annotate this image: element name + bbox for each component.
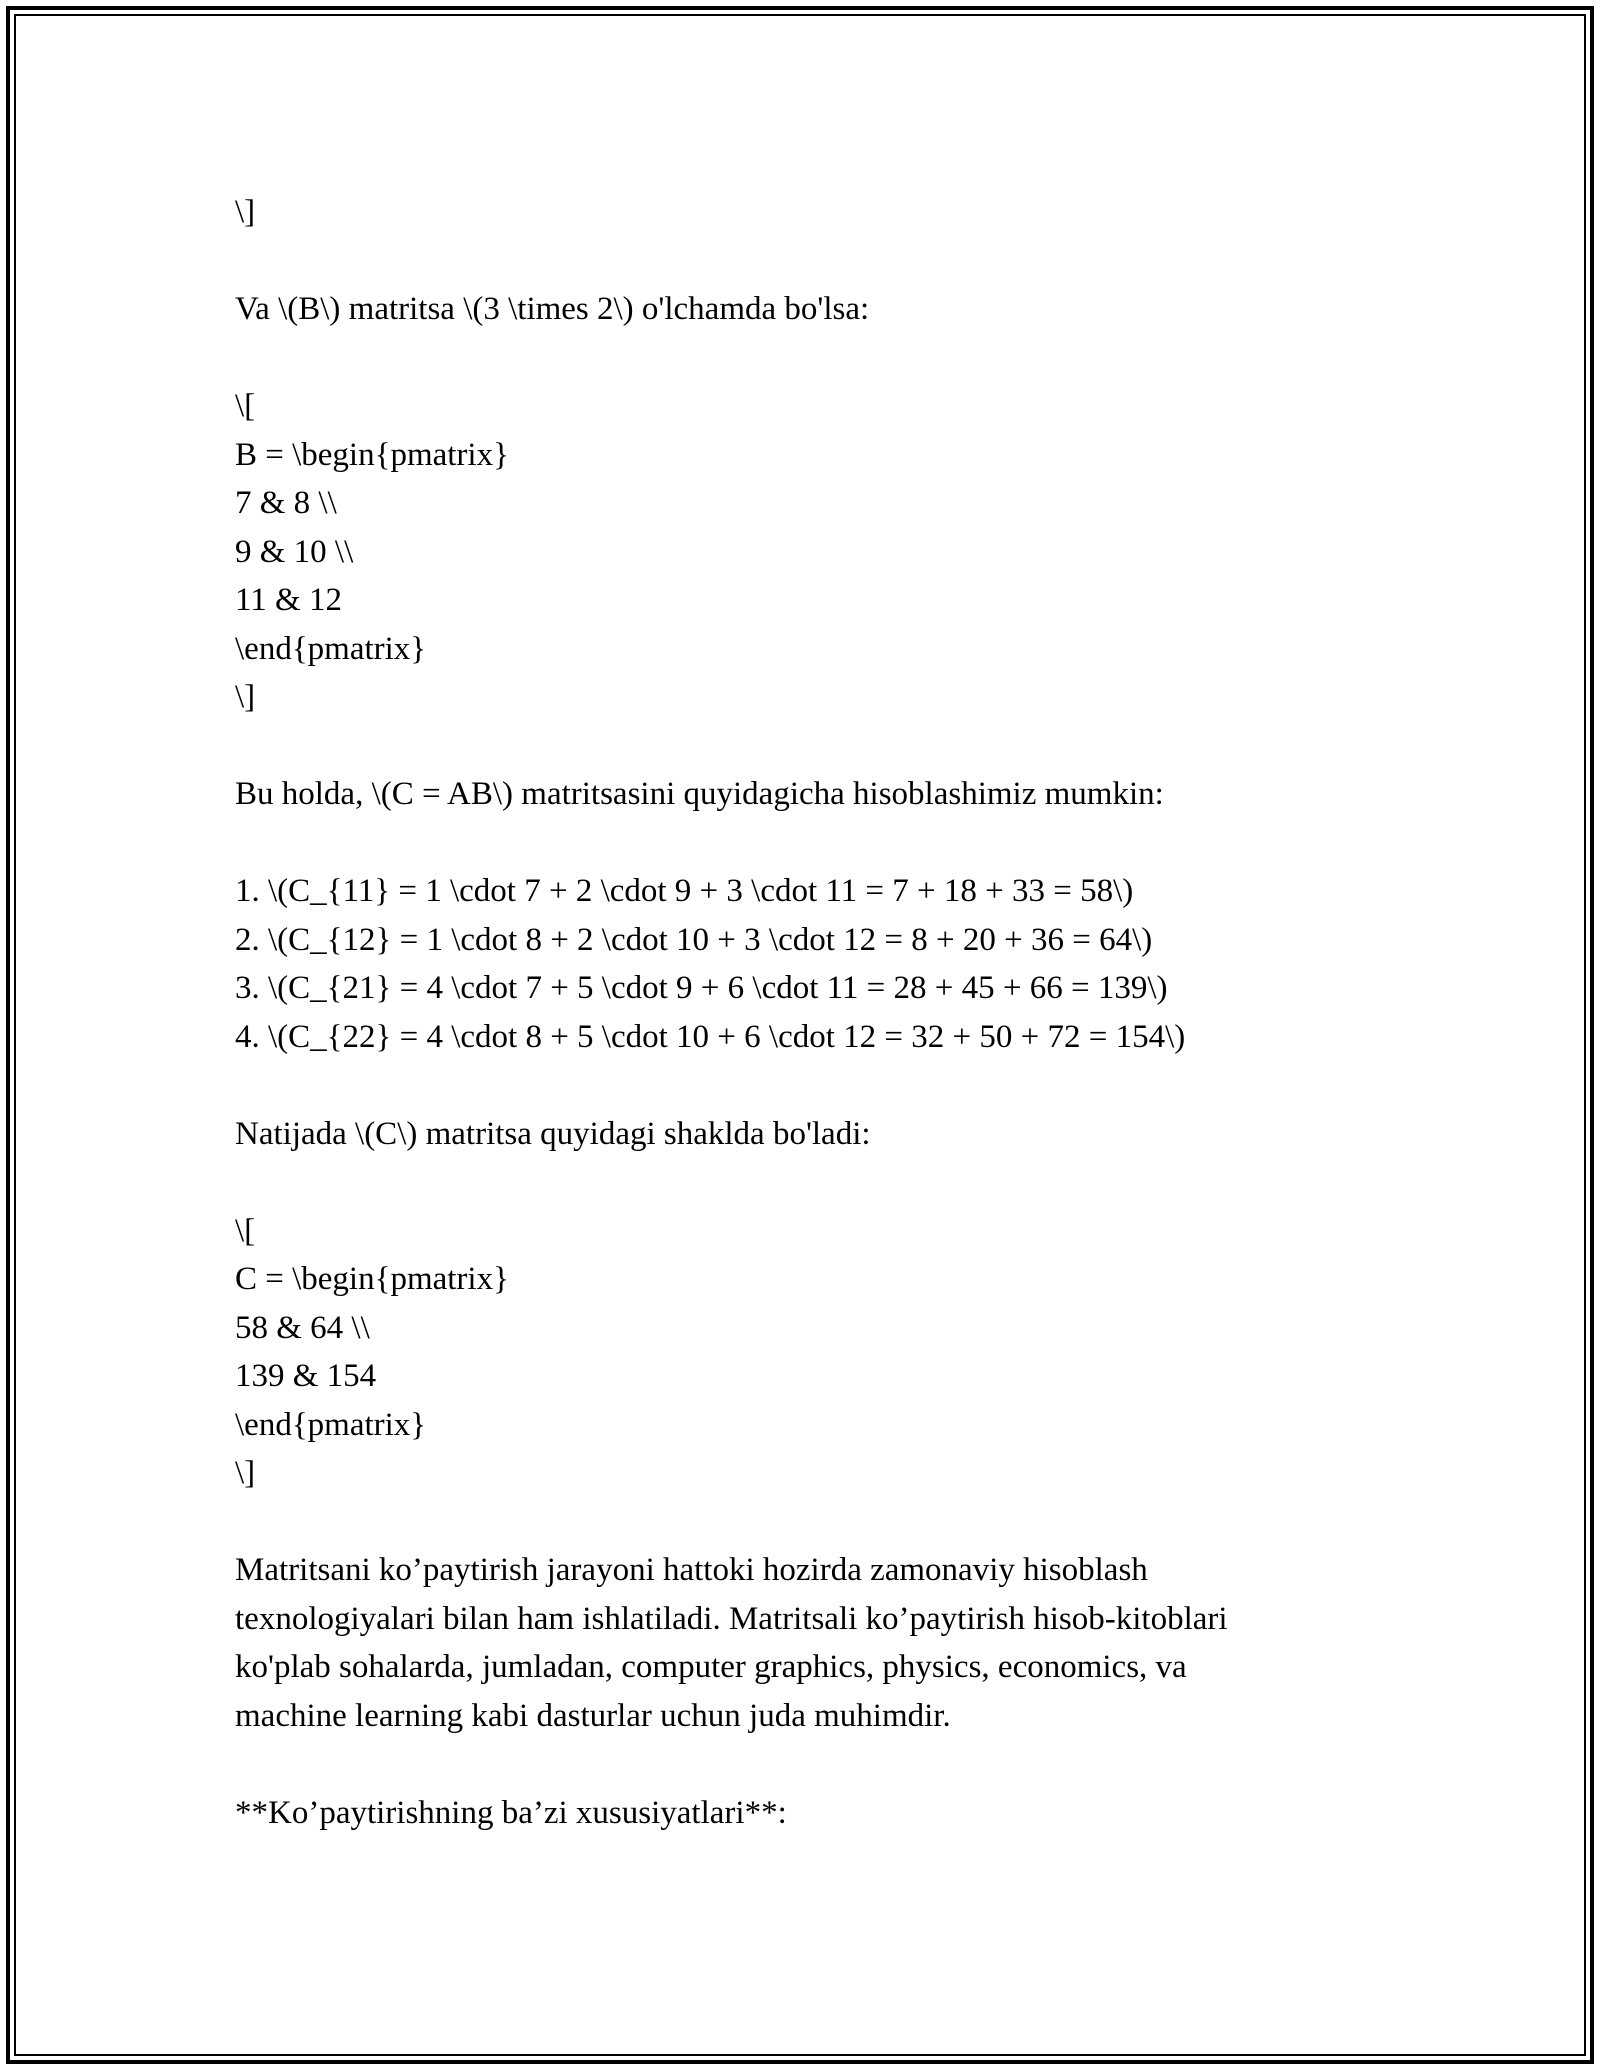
math-close-bracket: \] — [235, 1455, 256, 1491]
matrix-c-end: \end{pmatrix} — [235, 1406, 427, 1443]
matrix-b-row-1: 7 & 8 \\ — [235, 485, 337, 521]
matrix-b-end: \end{pmatrix} — [235, 630, 427, 667]
paragraph-line-4: machine learning kabi dasturlar uchun juda muhimdir. — [235, 1697, 951, 1734]
blank-line — [235, 1740, 1375, 1789]
blank-line — [235, 819, 1375, 868]
blank-line — [235, 1158, 1375, 1207]
math-open-bracket: \[ — [235, 388, 256, 424]
paragraph-line-2: texnologiyalari bilan ham ishlatiladi. Matritsali ko’paytirish hisob-kitoblari — [235, 1600, 1228, 1637]
math-open-bracket: \[ — [235, 1212, 256, 1249]
list-item-c22: 4. \(C_{22} = 4 \cdot 8 + 5 \cdot 10 + 6 \cdot 12 = 32 + 50 + 72 = 154\) — [235, 1018, 1186, 1055]
matrix-c-row-1: 58 & 64 \\ — [235, 1309, 370, 1346]
paragraph-line-3: ko'plab sohalarda, jumladan, computer graphics, physics, economics, va — [235, 1649, 1187, 1685]
matrix-b-row-3: 11 & 12 — [235, 582, 342, 618]
product-intro: Bu holda, \(C = AB\) matritsasini quyidagicha hisoblashimiz mumkin: — [235, 776, 1164, 812]
math-close-bracket: \] — [235, 679, 256, 715]
blank-line — [235, 334, 1375, 383]
intro-matrix-b: Va \(B\) matritsa \(3 \times 2\) o'lchamda bo'lsa: — [235, 291, 870, 327]
paragraph-line-1: Matritsani ko’paytirish jarayoni hattoki hozirda zamonaviy hisoblash — [235, 1552, 1148, 1588]
document-body — [235, 188, 1375, 1837]
matrix-c-begin: C = \begin{pmatrix} — [235, 1261, 509, 1297]
list-item-c11: 1. \(C_{11} = 1 \cdot 7 + 2 \cdot 9 + 3 \cdot 11 = 7 + 18 + 33 = 58\) — [235, 873, 1134, 909]
matrix-b-begin: B = \begin{pmatrix} — [235, 436, 509, 473]
matrix-b-row-2: 9 & 10 \\ — [235, 533, 354, 570]
blank-line — [235, 1061, 1375, 1110]
blank-line — [235, 1498, 1375, 1547]
list-item-c21: 3. \(C_{21} = 4 \cdot 7 + 5 \cdot 9 + 6 \cdot 11 = 28 + 45 + 66 = 139\) — [235, 970, 1168, 1006]
blank-line — [235, 237, 1375, 286]
section-heading: **Ko’paytirishning ba’zi xususiyatlari**: — [235, 1794, 787, 1831]
list-item-c12: 2. \(C_{12} = 1 \cdot 8 + 2 \cdot 10 + 3 \cdot 12 = 8 + 20 + 36 = 64\) — [235, 921, 1153, 958]
math-close-bracket: \] — [235, 194, 256, 230]
result-intro: Natijada \(C\) matritsa quyidagi shaklda bo'ladi: — [235, 1115, 871, 1152]
matrix-c-row-2: 139 & 154 — [235, 1358, 377, 1394]
blank-line — [235, 722, 1375, 771]
